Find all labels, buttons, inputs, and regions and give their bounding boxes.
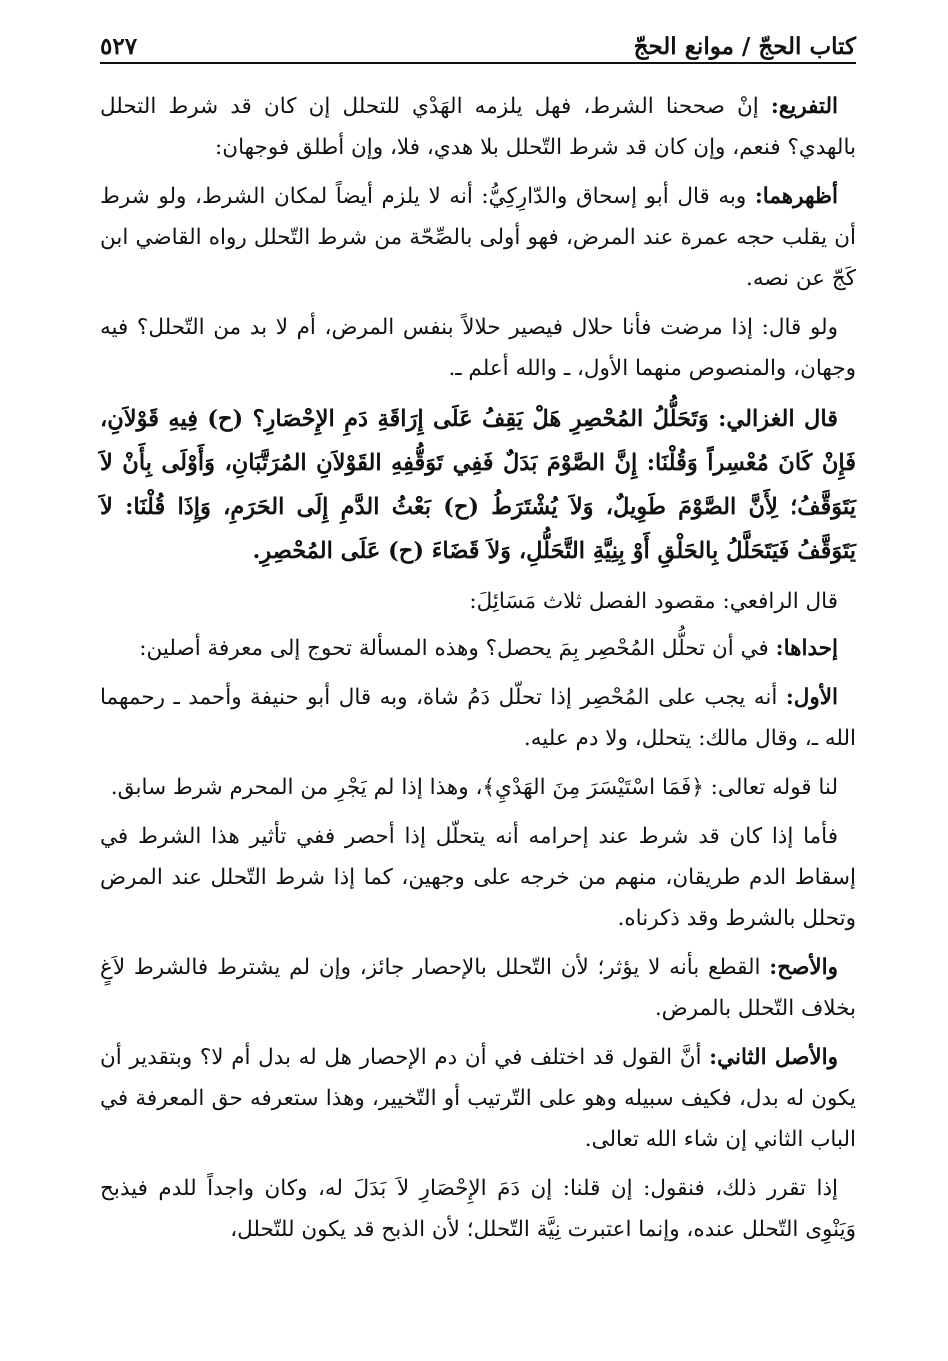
paragraph-shart-ihram — [100, 816, 856, 939]
running-header — [100, 22, 856, 60]
paragraph-lead: إحداها: — [775, 636, 838, 661]
paragraph-text: أنه يجب على المُحْصِر إذا تحلّل دَمُ شاة، وبه قال أبو حنيفة وأحمد ـ رحمهما الله ـ، وقال مالك: يتحلل، ولا دم عليه. — [100, 685, 856, 751]
paragraph-lead: والأصح: — [769, 955, 838, 980]
paragraph-quran-citation — [100, 767, 856, 808]
paragraph-text: ولو قال: إذا مرضت فأنا حلال فيصير حلالاً بنفس المرض، أم لا بد من التّحلل؟ فيه وجهان، والمنصوص منهما الأول، ـ والله أعلم ـ. — [100, 315, 856, 381]
paragraph-lead: قال الغزالي: — [718, 406, 838, 432]
paragraph-lead: التفريع: — [770, 94, 838, 119]
paragraph-ghazali-quote — [100, 397, 856, 573]
paragraph-illness-condition — [100, 307, 856, 389]
paragraph-text: فأما إذا كان قد شرط عند إحرامه أنه يتحلّل إذا أحصر ففي تأثير هذا الشرط في إسقاط الدم طريقان، منهم من خرجه على وجهين، كما إذا شرط التّحلل عند المرض وتحلل بالشرط وقد ذكرناه. — [100, 824, 856, 931]
paragraph-awwal — [100, 677, 856, 759]
paragraph-text: قال الرافعي: مقصود الفصل ثلاث مَسَائِلَ: — [469, 589, 838, 614]
paragraph-ihdaha — [100, 628, 856, 669]
paragraph-text: في أن تحلُّل المُحْصِر بِمَ يحصل؟ وهذه المسألة تحوج إلى معرفة أصلين: — [139, 636, 776, 661]
paragraph-rafii — [100, 581, 856, 622]
paragraph-text: وَتَحَلُّلُ المُحْصِرِ هَلْ يَقِفُ عَلَى إِرَاقَةِ دَمِ الإِحْصَارِ؟ (ح) فِيهِ قَوْلاَنِ، فَإِنْ كَانَ مُعْسِراً وَقُلْنَا: إِنَّ الصَّوْمَ بَدَلٌ فَفِي تَوَقُّفِهِ القَوْلاَنِ المُرَتَّبَانِ، وَأَوْلَى بِأَنْ لاَ يَتَوَقَّفُ؛ لِأَنَّ الصَّوْمَ طَوِيلٌ، وَلاَ يُشْتَرَطُ (ح) بَعْثُ الدَّمِ إِلَى الحَرَمِ، وَإِذَا قُلْنَا: لاَ يَتَوَقَّفُ فَيَتَحَلَّلُ بِالحَلْقِ أَوْ بِنِيَّةِ التَّحَلُّلِ، وَلاَ قَضَاءَ (ح) عَلَى المُحْصِرِ. — [100, 406, 856, 564]
paragraph-azharuhuma — [100, 176, 856, 299]
chapter-title: كتاب الحجّ / موانع الحجّ — [633, 33, 856, 60]
paragraph-conclusion — [100, 1168, 856, 1250]
paragraph-text: لنا قوله تعالى: ﴿فَمَا اسْتَيْسَرَ مِنَ الهَدْيِ﴾، وهذا إذا لم يَجْرِ من المحرم شرط سابق. — [110, 775, 838, 800]
paragraph-text: القطع بأنه لا يؤثر؛ لأن التّحلل بالإحصار جائز، وإن لم يشترط فالشرط لاَغٍ بخلاف التّحلل بالمرض. — [100, 955, 856, 1021]
book-page — [100, 22, 856, 1258]
paragraph-text: إنْ صححنا الشرط، فهل يلزمه الهَدْي للتحلل إن كان قد شرط التحلل بالهدي؟ فنعم، وإن كان قد شرط التّحلل بلا هدي، فلا، وإن أطلق فوجهان: — [100, 94, 856, 160]
paragraph-text: إذا تقرر ذلك، فنقول: إن قلنا: إن دَمَ الإِحْصَارِ لاَ بَدَلَ له، وكان واجداً للدم فيذبح وَيَنْوِى التّحلل عنده، وإنما اعتبرت نِيَّة التّحلل؛ لأن الذبح قد يكون للتّحلل، — [100, 1176, 856, 1242]
paragraph-text: أنَّ القول قد اختلف في أن دم الإحصار هل له بدل أم لا؟ وبتقدير أن يكون له بدل، فكيف سبيله وهو على التّرتيب أو التّخيير، وهذا ستعرفه حق المعرفة في الباب الثاني إن شاء الله تعالى. — [100, 1045, 856, 1152]
paragraph-asl-thani — [100, 1037, 856, 1160]
paragraph-lead: الأول: — [785, 685, 838, 710]
paragraph-lead: والأصل الثاني: — [709, 1045, 838, 1070]
page-number: ٥٢٧ — [100, 33, 138, 60]
paragraph-tafri — [100, 86, 856, 168]
paragraph-text: وبه قال أبو إسحاق والدّارِكِيُّ: أنه لا يلزم أيضاً لمكان الشرط، ولو شرط أن يقلب حجه عمرة عند المرض، فهو أولى بالصِّحّة من شرط التّحلل رواه القاضي ابن كَجّ عن نصه. — [100, 184, 856, 291]
header-rule — [100, 62, 856, 64]
paragraph-asahh — [100, 947, 856, 1029]
paragraph-lead: أظهرهما: — [754, 184, 838, 209]
